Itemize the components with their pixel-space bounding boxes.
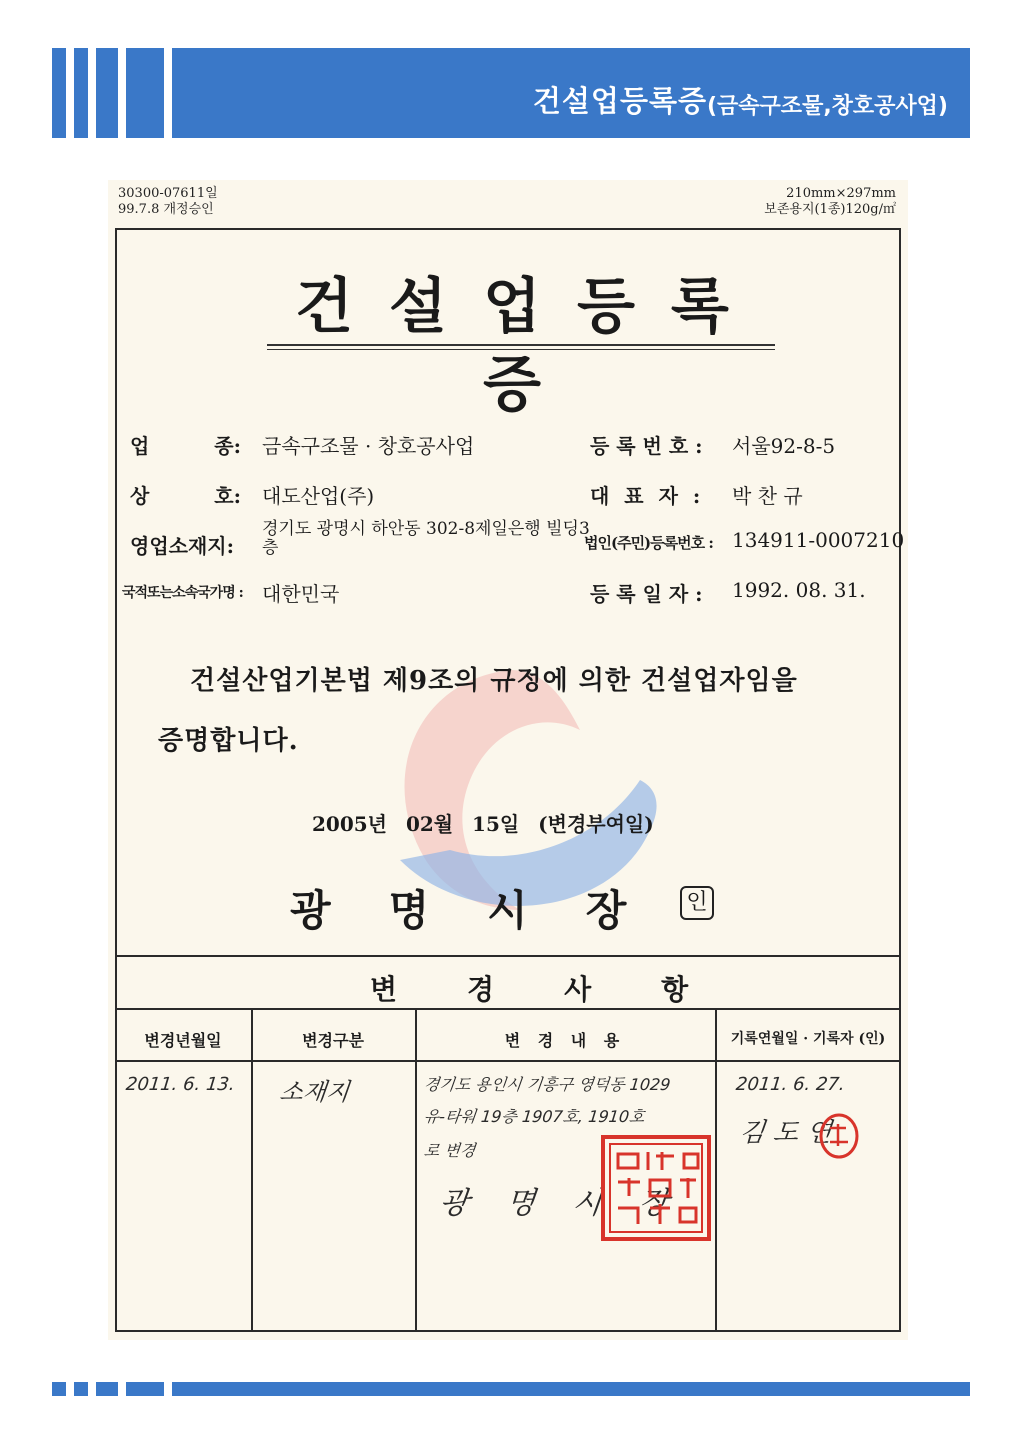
change-content-line: 로 변경 [422,1141,477,1160]
table-divider [251,1008,253,1330]
banner [172,48,970,138]
title-underline [267,349,775,350]
field-value-nationality: 대한민국 [262,582,340,606]
change-type: 소재지 [278,1078,351,1106]
record-date: 2011. 6. 27. [734,1074,846,1095]
column-header-record: 기록연월일 · 기록자 (인) [730,1031,886,1047]
field-label-representative: 대 표 자 : [590,484,701,508]
field-value-company-name: 대도산업(주) [262,484,375,508]
field-value-business-type: 금속구조물 · 창호공사업 [262,434,475,458]
recorder-name: 김 도 연 [738,1118,834,1148]
title-underline [267,344,775,346]
field-value-registration-number: 서울92-8-5 [732,434,836,458]
field-label-nationality: 국적또는소속국가명 : [122,585,243,601]
table-divider [415,1008,417,1330]
banner-stripe [126,48,164,138]
paper-size: 210mm×297mm [786,186,896,201]
statement-line-1: 건설산업기본법 제9조의 규정에 의한 건설업자임을 [190,666,798,696]
field-value-representative: 박 찬 규 [732,484,803,508]
paper-spec [748,186,896,218]
changes-title: 변경사항 [370,973,759,1006]
statement-line-2: 증명합니다. [158,726,299,756]
recorder-seal-stamp [818,1112,860,1160]
issue-date: 2005년 02월 15일 (변경부여일) [312,812,654,836]
banner-subtitle: (금속구조물,창호공사업) [707,94,948,119]
field-label-registration-date: 등 록 일 자 : [590,582,703,606]
footer-stripe [52,1382,66,1396]
column-header-change-type: 변경구분 [302,1031,364,1050]
field-label-registration-number: 등 록 번 호 : [590,434,703,458]
change-signature: 광 명 시 장 [437,1186,685,1221]
banner-stripe [96,48,118,138]
table-rule [115,955,901,957]
field-label-business-type: 업 종: [130,434,241,458]
footer-stripe [126,1382,164,1396]
official-seal-stamp [600,1134,712,1242]
change-date: 2011. 6. 13. [124,1074,236,1095]
footer-stripe [96,1382,118,1396]
field-value-address: 경기도 광명시 하안동 302-8제일은행 빌딩3층 [262,519,590,558]
seal-mark: 인 [680,886,714,920]
paper-type: 보존용지(1종)120g/㎡ [764,202,896,217]
footer-stripe [74,1382,88,1396]
table-rule [115,1060,901,1062]
field-label-company-name: 상 호: [130,484,241,508]
change-content-line: 경기도 용인시 기흥구 영덕동 1029 [422,1075,672,1094]
issuer-name: 광명시장 [290,886,685,935]
field-label-corporate-number: 법인(주민)등록번호 : [584,534,713,552]
column-header-change-content: 변 경 내 용 [504,1031,626,1050]
table-rule [115,1008,901,1010]
column-header-change-date: 변경년월일 [144,1031,222,1050]
certificate-title: 건설업등록증 [295,272,765,420]
banner-stripe [74,48,88,138]
footer-bar [172,1382,970,1396]
table-divider [715,1008,717,1330]
banner-title: 건설업등록증 [532,84,707,118]
form-number: 30300-07611일 [118,186,218,201]
banner-stripe [52,48,66,138]
change-content-line: 유-타워 19층 1907호, 1910호 [422,1107,646,1126]
field-value-registration-date: 1992. 08. 31. [732,578,866,602]
form-revision: 99.7.8 개정승인 [118,202,214,217]
field-value-corporate-number: 134911-0007210 [732,528,905,552]
field-label-address: 영업소재지: [130,534,234,558]
form-info [118,186,218,218]
